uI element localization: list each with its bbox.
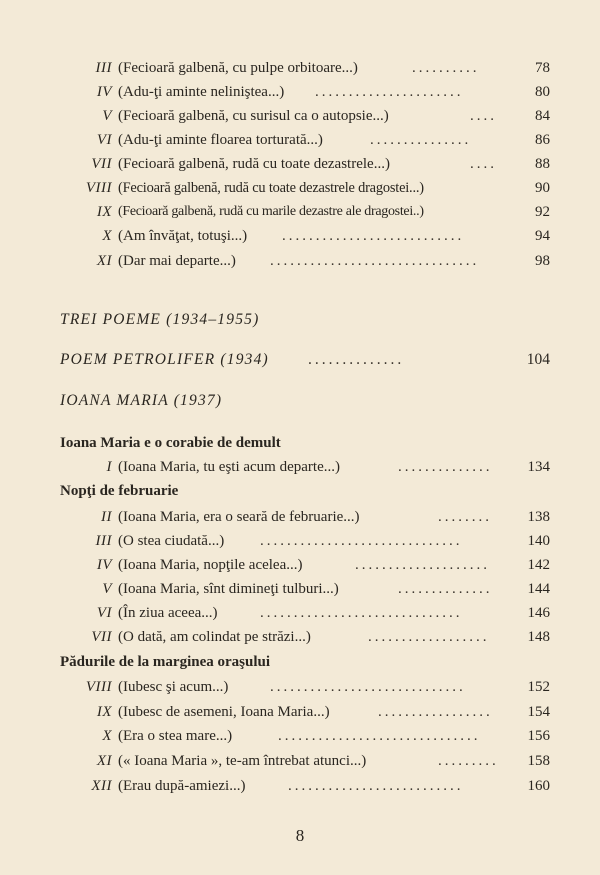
entry-title: (Dar mai departe...) [118,253,236,269]
entry-title: (Iubesc de asemeni, Ioana Maria...) [118,704,330,720]
entry-numeral: VI [96,132,112,148]
entry-numeral: X [102,228,112,244]
subsection-heading: Nopţi de februarie [60,483,179,499]
toc-entry [60,200,550,224]
subsection-heading: Ioana Maria e o corabie de demult [60,435,281,451]
leader-dots: ...................... [315,84,464,100]
entry-page: 98 [535,253,550,269]
entry-page: 148 [527,629,550,645]
leader-dots: .......... [412,60,480,76]
toc-entry [60,601,550,625]
toc-entry [60,774,550,798]
toc-entry [60,80,550,104]
leader-dots: ............................... [270,253,480,269]
entry-page: 154 [527,704,550,720]
toc-entry [60,529,550,553]
entry-title: (Ioana Maria, era o seară de februarie...) [118,509,360,525]
entry-title: (Fecioară galbenă, cu pulpe orbitoare...) [118,60,358,76]
entry-title: (Fecioară galbenă, rudă cu marile dezastre ale dragostei..) [118,204,424,219]
entry-numeral: XI [96,253,112,269]
entry-page: 80 [535,84,550,100]
entry-numeral: V [102,581,112,597]
leader-dots: .... [470,156,497,172]
leader-dots: .............. [308,351,405,368]
leader-dots: ................. [378,704,493,720]
toc-entry [60,749,550,773]
entry-page: 94 [535,228,550,244]
toc-entry [60,724,550,748]
entry-page: 144 [527,581,550,597]
section-title-poem-petrolifer: POEM PETROLIFER (1934) [60,351,269,368]
subsection-heading: Pădurile de la marginea oraşului [60,654,270,670]
entry-numeral: VIII [85,180,112,196]
entry-title: (Am învăţat, totuşi...) [118,228,248,244]
entry-title: (Fecioară galbenă, rudă cu toate dezastrele...) [118,156,390,172]
page-number: 8 [295,826,305,845]
entry-title: (« Ioana Maria », te-am întrebat atunci...) [118,753,367,769]
entry-title: (Era o stea mare...) [118,728,233,744]
leader-dots: ........................... [282,228,465,244]
entry-numeral: IV [96,557,112,573]
toc-entry [60,455,550,479]
entry-numeral: VI [96,605,112,621]
entry-numeral: I [106,459,112,475]
entry-page: 158 [527,753,550,769]
entry-page: 146 [527,605,550,621]
entry-numeral: III [95,60,112,76]
entry-page: 92 [535,204,550,220]
entry-page: 160 [527,778,550,794]
toc-entry [60,176,550,200]
entry-numeral: XI [96,753,112,769]
toc-entry [60,553,550,577]
section-title-ioana-maria: IOANA MARIA (1937) [60,392,223,409]
entry-numeral: V [102,108,112,124]
entry-title: (Ioana Maria, nopţile acelea...) [118,557,303,573]
toc-entry [60,56,550,80]
entry-page: 104 [526,351,550,368]
toc-entry [60,249,550,273]
section-entry-poem-petrolifer [60,348,550,372]
leader-dots: .............. [398,459,493,475]
leader-dots: .............................. [260,533,463,549]
entry-title: (Ioana Maria, tu eşti acum departe...) [118,459,340,475]
entry-page: 142 [527,557,550,573]
entry-page: 88 [535,156,550,172]
entry-page: 78 [535,60,550,76]
leader-dots: .... [470,108,497,124]
entry-title: (Erau după-amiezi...) [118,778,246,794]
entry-numeral: IV [96,84,112,100]
toc-entry [60,224,550,248]
entry-numeral: XII [91,778,112,794]
entry-title: (Ioana Maria, sînt dimineţi tulburi...) [118,581,339,597]
toc-entry [60,505,550,529]
entry-page: 134 [527,459,550,475]
entry-title: (Adu-ţi aminte floarea torturată...) [118,132,323,148]
entry-title: (Fecioară galbenă, cu surisul ca o autopsie...) [118,108,389,124]
leader-dots: ............... [370,132,472,148]
leader-dots: .......................... [288,778,464,794]
entry-title: (În ziua aceea...) [118,605,218,621]
entry-page: 86 [535,132,550,148]
toc-entry [60,104,550,128]
entry-numeral: II [101,509,112,525]
leader-dots: .................... [355,557,490,573]
leader-dots: ........ [438,509,492,525]
entry-title: (O dată, am colindat pe străzi...) [118,629,311,645]
toc-entry [60,675,550,699]
entry-numeral: VIII [85,679,112,695]
entry-numeral: VII [91,629,112,645]
toc-entry [60,152,550,176]
entry-numeral: III [95,533,112,549]
toc-entry [60,625,550,649]
entry-numeral: X [102,728,112,744]
leader-dots: ............................. [270,679,466,695]
entry-page: 152 [527,679,550,695]
entry-numeral: IX [96,204,112,220]
leader-dots: .............. [398,581,493,597]
leader-dots: .............................. [260,605,463,621]
entry-page: 140 [527,533,550,549]
toc-entry [60,577,550,601]
entry-numeral: IX [96,704,112,720]
leader-dots: .............................. [278,728,481,744]
leader-dots: .................. [368,629,490,645]
entry-title: (Fecioară galbenă, rudă cu toate dezastrele dragostei...) [118,180,424,196]
entry-title: (Iubesc şi acum...) [118,679,229,695]
toc-entry [60,128,550,152]
entry-title: (O stea ciudată...) [118,533,225,549]
section-title-trei-poeme: TREI POEME (1934–1955) [60,311,260,328]
leader-dots: ......... [438,753,499,769]
entry-numeral: VII [91,156,112,172]
toc-entry [60,700,550,724]
entry-title: (Adu-ţi aminte neliniştea...) [118,84,285,100]
entry-page: 138 [527,509,550,525]
entry-page: 156 [527,728,550,744]
entry-page: 84 [535,108,550,124]
entry-page: 90 [535,180,550,196]
